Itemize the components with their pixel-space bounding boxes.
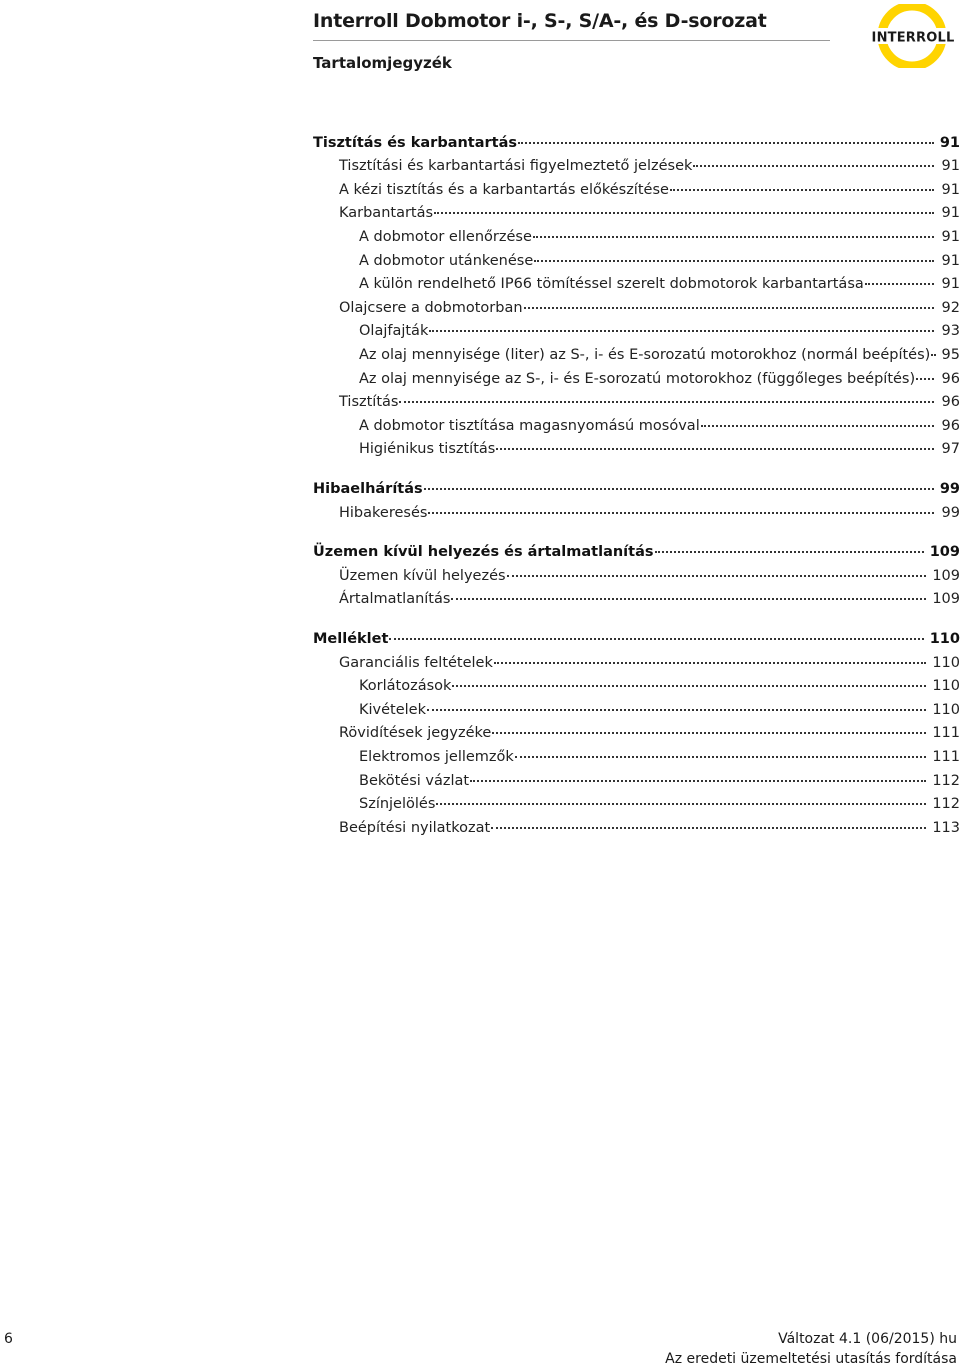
toc-entry-page: 96: [941, 417, 960, 434]
toc-dot-leader: [491, 812, 926, 829]
toc-entry-title: Melléklet: [313, 630, 389, 647]
translation-note: Az eredeti üzemeltetési utasítás fordítása: [665, 1351, 957, 1367]
toc-entry-page: 109: [932, 567, 960, 584]
toc-entry-page: 91: [941, 181, 960, 198]
toc-entry-title: Az olaj mennyisége (liter) az S-, i- és E-sorozatú motorokhoz (normál beépítés): [359, 346, 931, 363]
toc-entry-page: 110: [932, 678, 960, 695]
toc-entry-page: 92: [941, 299, 960, 316]
toc-dot-leader: [655, 537, 924, 554]
interroll-logo-mark: [864, 4, 960, 68]
toc-dot-leader: [452, 671, 926, 688]
toc-entry-title: Korlátozások: [359, 678, 452, 695]
toc-dot-leader: [434, 198, 934, 215]
toc-entry-title: Beépítési nyilatkozat: [339, 819, 491, 836]
toc-entry-title: A külön rendelhető IP66 tömítéssel szerelt dobmotorok karbantartása: [359, 276, 864, 293]
toc-entry-title: Higiénikus tisztítás: [359, 441, 496, 458]
toc-entry-page: 112: [932, 796, 960, 813]
version-label: Változat 4.1 (06/2015) hu: [778, 1331, 957, 1347]
toc-entry-title: Üzemen kívül helyezés: [339, 567, 506, 584]
toc-entry-page: 93: [941, 323, 960, 340]
toc-entry-title: Tisztítás és karbantartás: [313, 134, 518, 151]
toc-dot-leader: [470, 765, 926, 782]
toc-entry-page: 110: [929, 630, 960, 647]
toc-entry-title: Olajfajták: [359, 323, 429, 340]
toc-entry-title: Garanciális feltételek: [339, 654, 493, 671]
toc-dot-leader: [389, 623, 923, 640]
toc-entry-page: 96: [941, 394, 960, 411]
logo-wordmark: INTERROLL: [871, 30, 955, 46]
toc-entry-page: 96: [941, 370, 960, 387]
section-label: Tartalomjegyzék: [313, 54, 452, 72]
page-number: 6: [4, 1331, 13, 1347]
toc-entry-title: Ártalmatlanítás: [339, 591, 451, 608]
interroll-logo: [864, 4, 960, 68]
toc-entry-title: Hibaelhárítás: [313, 480, 423, 497]
toc-entry-title: Karbantartás: [339, 205, 434, 222]
toc-entry[interactable]: [339, 500, 960, 524]
toc-dot-leader: [492, 718, 926, 735]
toc-entry-title: Bekötési vázlat: [359, 772, 470, 789]
toc-entry-page: 110: [932, 654, 960, 671]
toc-entry[interactable]: [359, 342, 960, 366]
toc-entry-page: 91: [941, 252, 960, 269]
toc-entry-title: A kézi tisztítás és a karbantartás előkészítése: [339, 181, 669, 198]
toc-entry[interactable]: [359, 319, 960, 343]
toc-entry-page: 110: [932, 701, 960, 718]
toc-entry-title: Tisztítási és karbantartási figyelmeztető jelzések: [339, 158, 693, 175]
toc-entry-page: 109: [932, 591, 960, 608]
toc-dot-leader: [693, 151, 934, 168]
toc-dot-leader: [865, 269, 934, 286]
toc-dot-leader: [436, 789, 926, 806]
toc-entry-title: Elektromos jellemzők: [359, 748, 514, 765]
toc-dot-leader: [670, 174, 934, 191]
toc-dot-leader: [524, 292, 934, 309]
toc-dot-leader: [534, 245, 934, 262]
toc-entry-page: 111: [932, 725, 960, 742]
toc-entry[interactable]: [339, 815, 960, 839]
toc-entry-page: 99: [939, 480, 960, 497]
toc-entry-title: Az olaj mennyisége az S-, i- és E-sorozatú motorokhoz (függőleges beépítés): [359, 370, 916, 387]
toc-entry-page: 91: [939, 134, 960, 151]
toc-entry-page: 91: [941, 228, 960, 245]
toc-dot-leader: [496, 434, 934, 451]
toc-entry[interactable]: [339, 587, 960, 611]
header-divider: [313, 40, 830, 41]
toc-entry-page: 95: [941, 346, 960, 363]
toc-dot-leader: [399, 387, 934, 404]
toc-dot-leader: [515, 741, 927, 758]
toc-entry-title: A dobmotor utánkenése: [359, 252, 534, 269]
toc-entry-page: 91: [941, 158, 960, 175]
toc-dot-leader: [424, 473, 934, 490]
toc-dot-leader: [507, 560, 927, 577]
toc-entry-title: Hibakeresés: [339, 504, 428, 521]
toc-dot-leader: [494, 647, 926, 664]
toc-entry[interactable]: [359, 437, 960, 461]
toc-entry-title: Olajcsere a dobmotorban: [339, 299, 523, 316]
toc-dot-leader: [451, 584, 926, 601]
toc-dot-leader: [427, 694, 926, 711]
toc-entry-title: Tisztítás: [339, 394, 399, 411]
toc-dot-leader: [518, 127, 934, 144]
toc-entry-page: 113: [932, 819, 960, 836]
toc-dot-leader: [916, 363, 934, 380]
toc-entry-title: Üzemen kívül helyezés és ártalmatlanítás: [313, 544, 654, 561]
toc-entry-page: 111: [932, 748, 960, 765]
toc-entry-page: 97: [941, 441, 960, 458]
toc-entry-page: 109: [929, 544, 960, 561]
toc-entry-title: Kivételek: [359, 701, 426, 718]
toc-entry-page: 99: [941, 504, 960, 521]
document-title: Interroll Dobmotor i-, S-, S/A-, és D-sorozat: [313, 10, 767, 32]
toc-entry-title: A dobmotor ellenőrzése: [359, 228, 532, 245]
toc-dot-leader: [931, 339, 934, 356]
toc-dot-leader: [701, 410, 934, 427]
toc-dot-leader: [428, 497, 934, 514]
toc-entry-title: Rövidítések jegyzéke: [339, 725, 492, 742]
toc-entry-title: Színjelölés: [359, 796, 436, 813]
toc-entry-page: 91: [941, 205, 960, 222]
toc-entry-title: A dobmotor tisztítása magasnyomású mosóval: [359, 417, 700, 434]
toc-entry-page: 91: [941, 276, 960, 293]
toc-entry-page: 112: [932, 772, 960, 789]
toc-dot-leader: [533, 221, 934, 238]
toc-dot-leader: [429, 316, 934, 333]
